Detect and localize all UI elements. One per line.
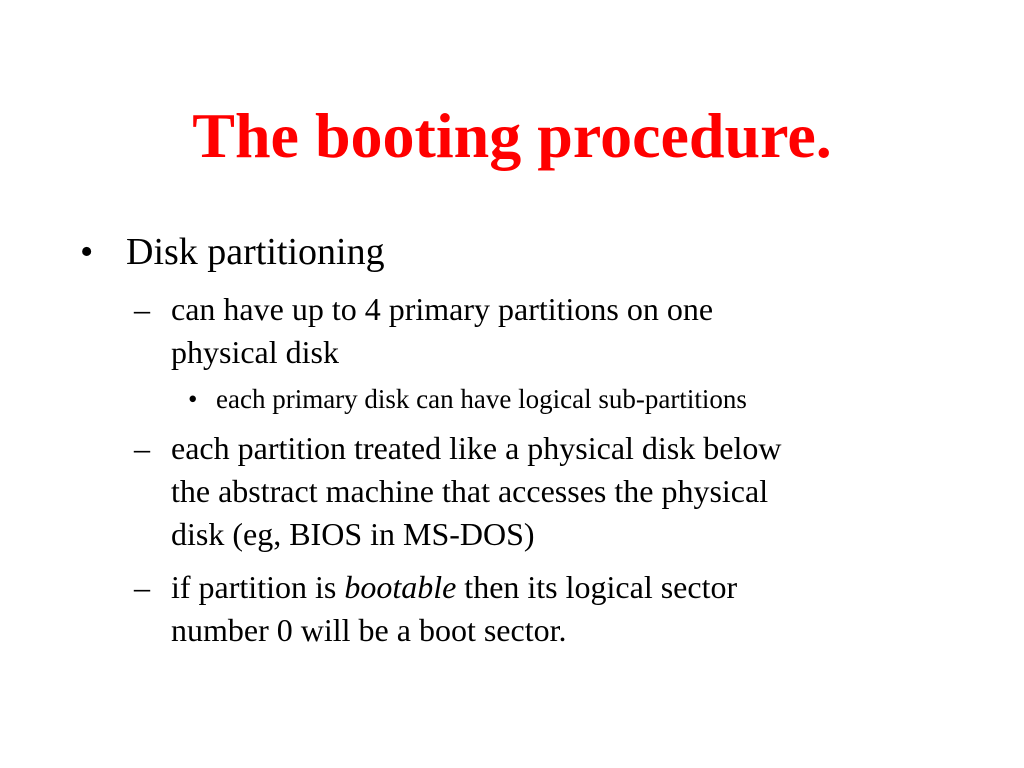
dash-marker: – [134,291,150,327]
slide-title: The booting procedure. [192,100,832,171]
text-line [171,566,737,609]
sub-bullet-text [171,427,781,556]
bullet-marker: • [188,384,198,414]
bullet-text: Disk partitioning [126,231,385,273]
text-line: the abstract machine that accesses the physical [171,473,769,509]
emphasized-term: bootable [344,569,457,605]
text-line: disk (eg, BIOS in MS-DOS) [171,516,535,552]
sub-bullet-text [171,566,737,652]
text-segment: if partition is [171,569,345,605]
text-line: can have up to 4 primary partitions on one [171,291,714,327]
bullet-marker: • [80,231,94,273]
dash-marker: – [134,569,150,605]
text-line: number 0 will be a boot sector. [171,612,567,648]
sub-sub-bullet-text: each primary disk can have logical sub-partitions [216,384,747,414]
text-line: each partition treated like a physical disk below [171,430,782,466]
text-line: physical disk [171,334,339,370]
text-segment: then its logical sector [456,569,738,605]
dash-marker: – [134,430,150,466]
sub-bullet-text [171,288,713,374]
